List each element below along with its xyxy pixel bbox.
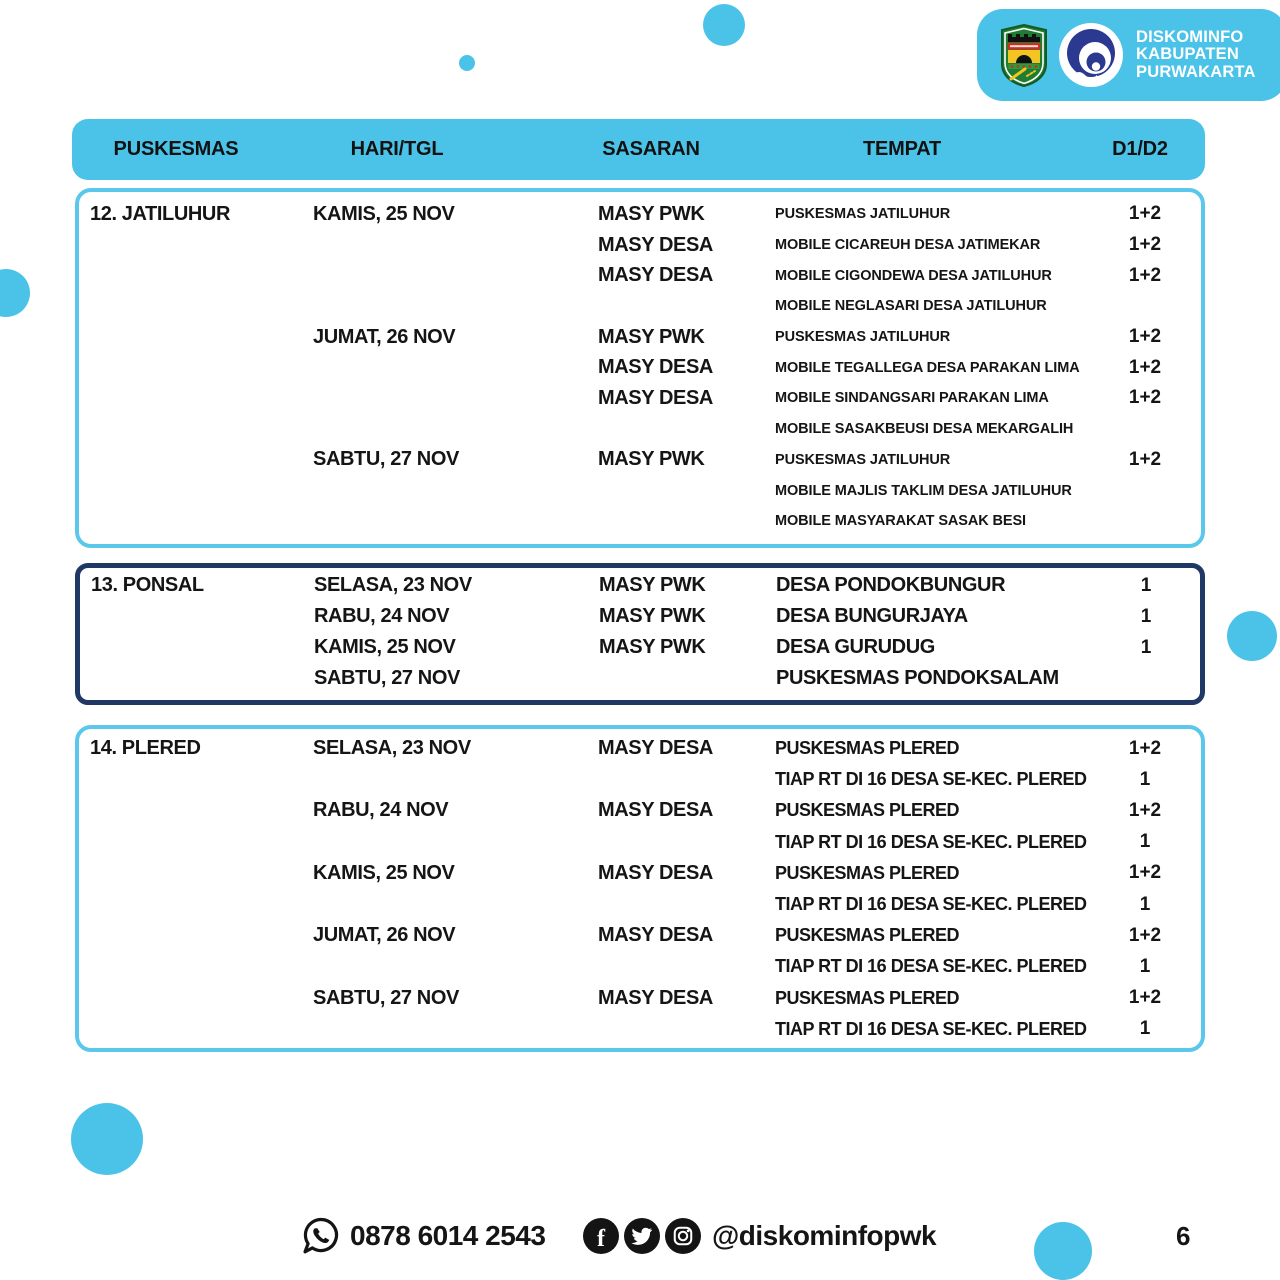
tempat-cell: MOBILE CIGONDEWA DESA JATILUHUR xyxy=(775,267,1052,284)
table-row xyxy=(79,199,1201,230)
tempat-cell: MOBILE SASAKBEUSI DESA MEKARGALIH xyxy=(775,421,1074,438)
sasaran-cell: MASY DESA xyxy=(598,264,713,287)
hari-tgl-cell: SELASA, 23 NOV xyxy=(314,574,472,596)
dose-cell: 1+2 xyxy=(1128,862,1162,884)
table-row xyxy=(79,889,1201,920)
table-row xyxy=(80,601,1200,632)
hari-tgl-cell: KAMIS, 25 NOV xyxy=(314,636,456,658)
tempat-cell: DESA GURUDUG xyxy=(776,636,935,658)
table-row xyxy=(79,733,1201,764)
table-row xyxy=(79,506,1201,537)
tempat-cell: PUSKESMAS PLERED xyxy=(775,987,960,1008)
footer xyxy=(0,1208,1280,1268)
tempat-cell: MOBILE NEGLASARI DESA JATILUHUR xyxy=(775,298,1047,315)
column-header-hari-tgl: HARI/TGL xyxy=(350,138,444,160)
dose-cell: 1 xyxy=(1140,636,1152,658)
table-row xyxy=(79,951,1201,982)
decorative-dot xyxy=(71,1103,143,1175)
kominfo-icon xyxy=(1059,23,1123,87)
tempat-cell: MOBILE MASYARAKAT SASAK BESI xyxy=(775,513,1026,530)
dose-cell: 1+2 xyxy=(1128,987,1162,1009)
page-number: 6 xyxy=(1176,1220,1191,1251)
tempat-cell: PUSKESMAS PLERED xyxy=(775,862,960,883)
brand-card xyxy=(977,9,1280,101)
hari-tgl-cell: SELASA, 23 NOV xyxy=(313,737,471,760)
tempat-cell: MOBILE TEGALLEGA DESA PARAKAN LIMA xyxy=(775,359,1080,376)
tempat-cell: PUSKESMAS PLERED xyxy=(775,738,960,759)
decorative-dot xyxy=(459,55,475,71)
table-row xyxy=(79,1014,1201,1045)
tempat-cell: PUSKESMAS PLERED xyxy=(775,925,960,946)
sasaran-cell: MASY PWK xyxy=(599,636,706,658)
column-header-d1-d2: D1/D2 xyxy=(1112,138,1168,160)
dose-cell: 1+2 xyxy=(1128,326,1162,348)
sasaran-cell: MASY DESA xyxy=(598,233,713,256)
hari-tgl-cell: KAMIS, 25 NOV xyxy=(313,202,455,225)
dose-cell: 1 xyxy=(1139,955,1151,977)
table-row xyxy=(79,445,1201,476)
tempat-cell: TIAP RT DI 16 DESA SE-KEC. PLERED xyxy=(775,769,1087,790)
dose-cell: 1+2 xyxy=(1128,387,1162,409)
puskesmas-cell: 12. JATILUHUR xyxy=(90,202,231,225)
table-row xyxy=(79,764,1201,795)
tempat-cell: PUSKESMAS JATILUHUR xyxy=(775,329,951,346)
dose-cell: 1 xyxy=(1139,831,1151,853)
dose-cell: 1 xyxy=(1139,1018,1151,1040)
sasaran-cell: MASY DESA xyxy=(598,386,713,409)
puskesmas-cell: 13. PONSAL xyxy=(91,574,204,596)
sasaran-cell: MASY DESA xyxy=(598,799,713,822)
tempat-cell: TIAP RT DI 16 DESA SE-KEC. PLERED xyxy=(775,894,1087,915)
tempat-cell: PUSKESMAS JATILUHUR xyxy=(775,206,951,223)
decorative-dot xyxy=(1227,611,1277,661)
sasaran-cell: MASY PWK xyxy=(598,202,705,225)
sasaran-cell: MASY DESA xyxy=(598,356,713,379)
schedule-section-jatiluhur xyxy=(75,188,1205,548)
sasaran-cell: MASY PWK xyxy=(599,605,706,627)
dose-cell: 1 xyxy=(1139,893,1151,915)
brand-line-1: DISKOMINFO xyxy=(1136,27,1244,46)
hari-tgl-cell: RABU, 24 NOV xyxy=(313,799,449,822)
column-header-puskesmas: PUSKESMAS xyxy=(113,138,239,160)
table-row xyxy=(79,352,1201,383)
tempat-cell: PUSKESMAS JATILUHUR xyxy=(775,451,951,468)
decorative-dot xyxy=(0,269,30,317)
hari-tgl-cell: SABTU, 27 NOV xyxy=(313,448,459,471)
dose-cell: 1 xyxy=(1140,605,1152,627)
facebook-icon: f xyxy=(583,1218,619,1254)
dose-cell: 1 xyxy=(1140,574,1152,596)
table-row xyxy=(80,570,1200,601)
sasaran-cell: MASY DESA xyxy=(598,986,713,1009)
tempat-cell: MOBILE SINDANGSARI PARAKAN LIMA xyxy=(775,390,1049,407)
decorative-dot xyxy=(703,4,745,46)
tempat-cell: MOBILE MAJLIS TAKLIM DESA JATILUHUR xyxy=(775,482,1072,499)
table-row xyxy=(79,827,1201,858)
brand-line-3: PURWAKARTA xyxy=(1136,62,1256,81)
hari-tgl-cell: JUMAT, 26 NOV xyxy=(313,325,456,348)
tempat-cell: PUSKESMAS PONDOKSALAM xyxy=(776,667,1059,689)
phone-number: 0878 6014 2543 xyxy=(350,1220,546,1251)
sasaran-cell: MASY DESA xyxy=(598,737,713,760)
social-handle: @diskominfopwk xyxy=(712,1220,937,1251)
table-row xyxy=(79,920,1201,951)
table-row xyxy=(79,230,1201,261)
dose-cell: 1+2 xyxy=(1128,448,1162,470)
puskesmas-cell: 14. PLERED xyxy=(90,737,201,760)
table-row xyxy=(79,383,1201,414)
sasaran-cell: MASY PWK xyxy=(599,574,706,596)
table-row xyxy=(79,795,1201,826)
table-header xyxy=(72,119,1205,180)
instagram-icon xyxy=(665,1218,701,1254)
dose-cell: 1+2 xyxy=(1128,356,1162,378)
dose-cell: 1+2 xyxy=(1128,799,1162,821)
twitter-icon xyxy=(624,1218,660,1254)
schedule-section-ponsal xyxy=(75,563,1205,705)
dose-cell: 1+2 xyxy=(1128,924,1162,946)
tempat-cell: PUSKESMAS PLERED xyxy=(775,800,960,821)
hari-tgl-cell: JUMAT, 26 NOV xyxy=(313,924,456,947)
sasaran-cell: MASY DESA xyxy=(598,861,713,884)
table-row xyxy=(79,983,1201,1014)
table-row xyxy=(79,858,1201,889)
purwakarta-crest-icon xyxy=(999,24,1049,87)
sasaran-cell: MASY PWK xyxy=(598,448,705,471)
table-row xyxy=(80,632,1200,663)
table-row xyxy=(79,322,1201,353)
table-row xyxy=(79,291,1201,322)
tempat-cell: TIAP RT DI 16 DESA SE-KEC. PLERED xyxy=(775,1018,1087,1039)
tempat-cell: DESA PONDOKBUNGUR xyxy=(776,574,1006,596)
hari-tgl-cell: RABU, 24 NOV xyxy=(314,605,450,627)
brand-line-2: KABUPATEN xyxy=(1136,45,1239,64)
table-row xyxy=(79,475,1201,506)
hari-tgl-cell: KAMIS, 25 NOV xyxy=(313,861,455,884)
schedule-section-plered xyxy=(75,725,1205,1052)
table-row xyxy=(79,414,1201,445)
table-row xyxy=(80,663,1200,694)
hari-tgl-cell: SABTU, 27 NOV xyxy=(314,667,460,689)
tempat-cell: MOBILE CICAREUH DESA JATIMEKAR xyxy=(775,237,1041,254)
dose-cell: 1+2 xyxy=(1128,737,1162,759)
dose-cell: 1+2 xyxy=(1128,234,1162,256)
table-row xyxy=(79,260,1201,291)
sasaran-cell: MASY DESA xyxy=(598,924,713,947)
dose-cell: 1 xyxy=(1139,768,1151,790)
hari-tgl-cell: SABTU, 27 NOV xyxy=(313,986,459,1009)
tempat-cell: DESA BUNGURJAYA xyxy=(776,605,968,627)
dose-cell: 1+2 xyxy=(1128,264,1162,286)
column-header-sasaran: SASARAN xyxy=(602,138,700,160)
dose-cell: 1+2 xyxy=(1128,203,1162,225)
column-header-tempat: TEMPAT xyxy=(862,138,942,160)
tempat-cell: TIAP RT DI 16 DESA SE-KEC. PLERED xyxy=(775,831,1087,852)
tempat-cell: TIAP RT DI 16 DESA SE-KEC. PLERED xyxy=(775,956,1087,977)
whatsapp-icon xyxy=(300,1215,342,1257)
sasaran-cell: MASY PWK xyxy=(598,325,705,348)
